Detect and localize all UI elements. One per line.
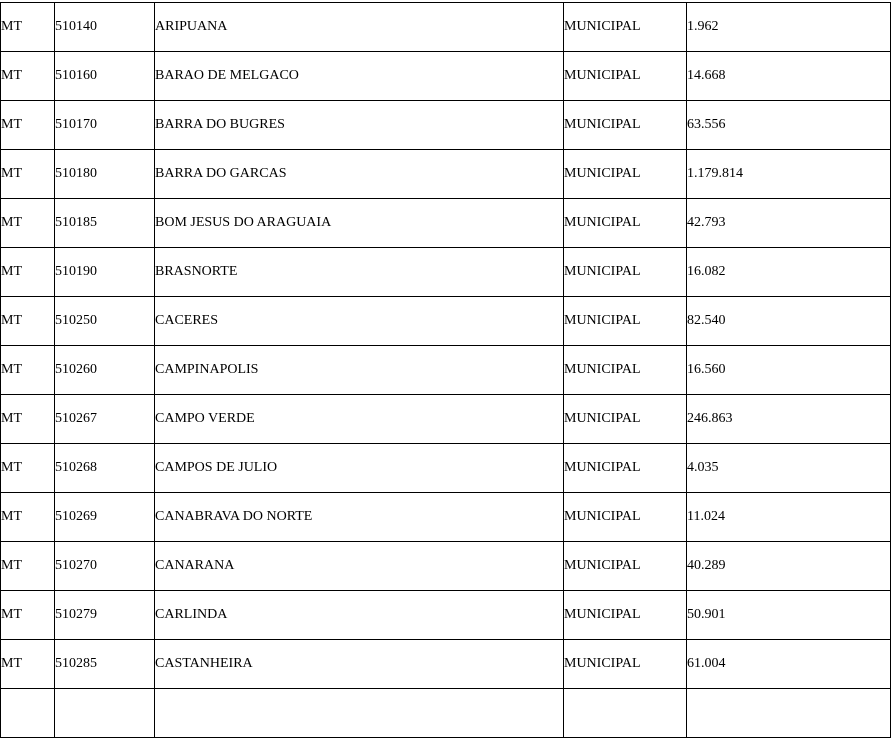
cell-type: MUNICIPAL [564,199,687,248]
cell-uf: MT [1,101,55,150]
cell-code: 510160 [55,52,155,101]
cell-name: CAMPOS DE JULIO [155,444,564,493]
table-row [1,591,891,640]
cell-code: 510270 [55,542,155,591]
table-row [1,346,891,395]
cell-name: CANABRAVA DO NORTE [155,493,564,542]
table-row [1,52,891,101]
cell-type: MUNICIPAL [564,297,687,346]
cell-empty [564,689,687,738]
cell-code: 510267 [55,395,155,444]
cell-uf: MT [1,150,55,199]
cell-code: 510180 [55,150,155,199]
cell-type: MUNICIPAL [564,542,687,591]
cell-uf: MT [1,640,55,689]
cell-type: MUNICIPAL [564,395,687,444]
cell-name: CAMPINAPOLIS [155,346,564,395]
table-row [1,395,891,444]
cell-value: 1.962 [687,3,891,52]
cell-name: CARLINDA [155,591,564,640]
table-row-partial [1,689,891,738]
cell-type: MUNICIPAL [564,591,687,640]
table-row [1,493,891,542]
cell-type: MUNICIPAL [564,346,687,395]
cell-value: 16.082 [687,248,891,297]
table-row [1,199,891,248]
cell-value: 63.556 [687,101,891,150]
cell-uf: MT [1,444,55,493]
cell-type: MUNICIPAL [564,444,687,493]
table-body [1,3,891,738]
cell-type: MUNICIPAL [564,640,687,689]
cell-code: 510190 [55,248,155,297]
cell-name: BRASNORTE [155,248,564,297]
cell-value: 14.668 [687,52,891,101]
cell-type: MUNICIPAL [564,150,687,199]
table-row [1,542,891,591]
cell-code: 510170 [55,101,155,150]
cell-uf: MT [1,248,55,297]
cell-code: 510285 [55,640,155,689]
cell-code: 510269 [55,493,155,542]
cell-uf: MT [1,591,55,640]
cell-uf: MT [1,493,55,542]
cell-type: MUNICIPAL [564,52,687,101]
cell-empty [1,689,55,738]
cell-code: 510140 [55,3,155,52]
cell-uf: MT [1,542,55,591]
cell-uf: MT [1,395,55,444]
table-row [1,640,891,689]
cell-name: BARRA DO GARCAS [155,150,564,199]
cell-value: 82.540 [687,297,891,346]
municipality-table [0,2,891,738]
cell-value: 61.004 [687,640,891,689]
table-row [1,297,891,346]
table-row [1,101,891,150]
cell-value: 246.863 [687,395,891,444]
cell-uf: MT [1,199,55,248]
cell-empty [155,689,564,738]
cell-type: MUNICIPAL [564,101,687,150]
cell-code: 510185 [55,199,155,248]
cell-value: 4.035 [687,444,891,493]
cell-code: 510279 [55,591,155,640]
cell-name: BARRA DO BUGRES [155,101,564,150]
cell-name: CACERES [155,297,564,346]
cell-uf: MT [1,52,55,101]
cell-code: 510250 [55,297,155,346]
cell-name: CAMPO VERDE [155,395,564,444]
table-row [1,444,891,493]
cell-name: ARIPUANA [155,3,564,52]
cell-value: 11.024 [687,493,891,542]
cell-value: 50.901 [687,591,891,640]
cell-name: CANARANA [155,542,564,591]
cell-uf: MT [1,3,55,52]
cell-value: 1.179.814 [687,150,891,199]
table-row [1,248,891,297]
table-row [1,150,891,199]
cell-code: 510260 [55,346,155,395]
cell-value: 42.793 [687,199,891,248]
cell-type: MUNICIPAL [564,248,687,297]
cell-code: 510268 [55,444,155,493]
cell-value: 40.289 [687,542,891,591]
cell-name: BARAO DE MELGACO [155,52,564,101]
cell-name: CASTANHEIRA [155,640,564,689]
cell-uf: MT [1,346,55,395]
cell-type: MUNICIPAL [564,493,687,542]
cell-uf: MT [1,297,55,346]
cell-name: BOM JESUS DO ARAGUAIA [155,199,564,248]
cell-type: MUNICIPAL [564,3,687,52]
table-row [1,3,891,52]
cell-value: 16.560 [687,346,891,395]
cell-empty [55,689,155,738]
cell-empty [687,689,891,738]
